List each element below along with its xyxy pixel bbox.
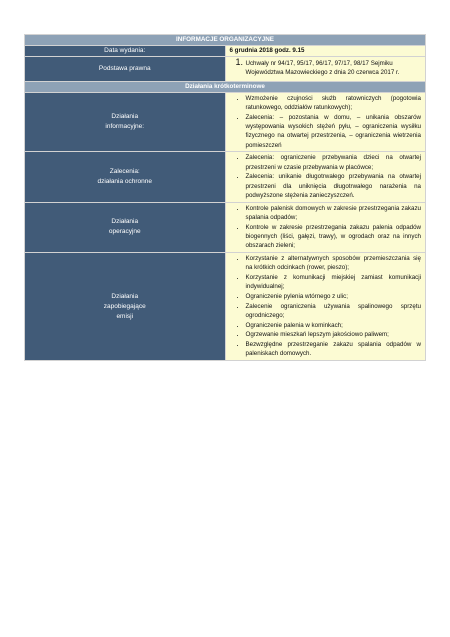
protective-actions-label [25,152,226,202]
list-item: • Korzystanie z komunikacji miejskiej zamiast komunikacji indywidualnej; [246,273,422,291]
legal-basis-cell [225,57,426,82]
list-item: • Ograniczenie palenia w kominkach; [246,321,422,330]
list-item: • Wzmożenie czujności służb ratowniczych (pogotowia ratunkowego, oddziałów ratunkowych); [246,94,422,112]
table-title: INFORMACJE ORGANIZACYJNE [25,35,426,46]
preventive-actions-cell [225,252,426,360]
list-item: • Ograniczenie pylenia wtórnego z ulic; [246,292,422,301]
list-item: • Ogrzewanie mieszkań lepszym jakościowo paliwem; [246,330,422,339]
label-line: emisji [116,312,134,320]
list-item: • Zalecenie ograniczenia używania spalinowego sprzętu ogrodniczego; [246,302,422,320]
list-item: • Zalecenia: ograniczenie przebywania dzieci na otwartej przestrzeni w czasie przebywania w placówce; [246,153,422,171]
label-line: Działania [111,292,139,300]
preventive-actions-label [25,252,226,360]
operational-actions-list [226,203,426,252]
legal-basis-item: 1. Uchwały nr 94/17, 95/17, 96/17, 97/17, 98/17 Sejmiku Województwa Mazowieckiego z dnia 20 czerwca 2017 r. [246,58,422,77]
operational-actions-label [25,202,226,252]
protective-actions-cell [225,152,426,202]
organizational-info-table [24,34,426,361]
operational-actions-cell [225,202,426,252]
list-item: • Kontrole palenisk domowych w zakresie przestrzegania zakazu spalania odpadów; [246,204,422,222]
informational-actions-list [226,93,426,151]
protective-actions-list [226,152,426,201]
legal-basis-list [226,57,426,78]
label-line: informacyjne: [105,123,145,131]
list-item: • Zalecenia: – pozostania w domu, – unikania obszarów występowania wysokich stężeń pyłu, – ograniczenia wysiłku fizycznego na otwartej przestrzenia, – ograniczenia wietrzenia pomieszczeń [246,113,422,150]
informational-actions-label [25,93,226,152]
list-item: • Korzystanie z alternatywnych sposobów przemieszczania się na krótkich odcinkach (rower, pieszo); [246,254,422,272]
list-item: • Zalecenia: unikanie długotrwałego przebywania na otwartej przestrzeni dla uniknięcia długotrwałego narażenia na podwyższone stężenia zanieczyszczeń. [246,172,422,200]
legal-basis-label: Podstawa prawna [25,57,226,82]
issue-date-value: 6 grudnia 2018 godz. 9.15 [225,46,426,57]
label-line: zapobiegające [103,302,146,310]
label-line: działania ochronne [97,178,153,185]
label-line: operacyjne [108,228,141,236]
list-item: • Bezwzględne przestrzeganie zakazu spalania odpadów w paleniskach domowych. [246,340,422,358]
issue-date-label: Data wydania: [25,46,226,57]
section-title: Działania krótkoterminowe [25,82,426,93]
list-item: • Kontrole w zakresie przestrzegania zakazu palenia odpadów biogennych (liści, gałęzi, trawy), w ogrodach oraz na innych obszarach zieleni; [246,223,422,251]
label-line: Działania [111,218,139,226]
preventive-actions-list [226,253,426,360]
label-line: Zalecenia: [109,168,140,175]
informational-actions-cell [225,93,426,152]
label-line: Działania [111,113,139,121]
